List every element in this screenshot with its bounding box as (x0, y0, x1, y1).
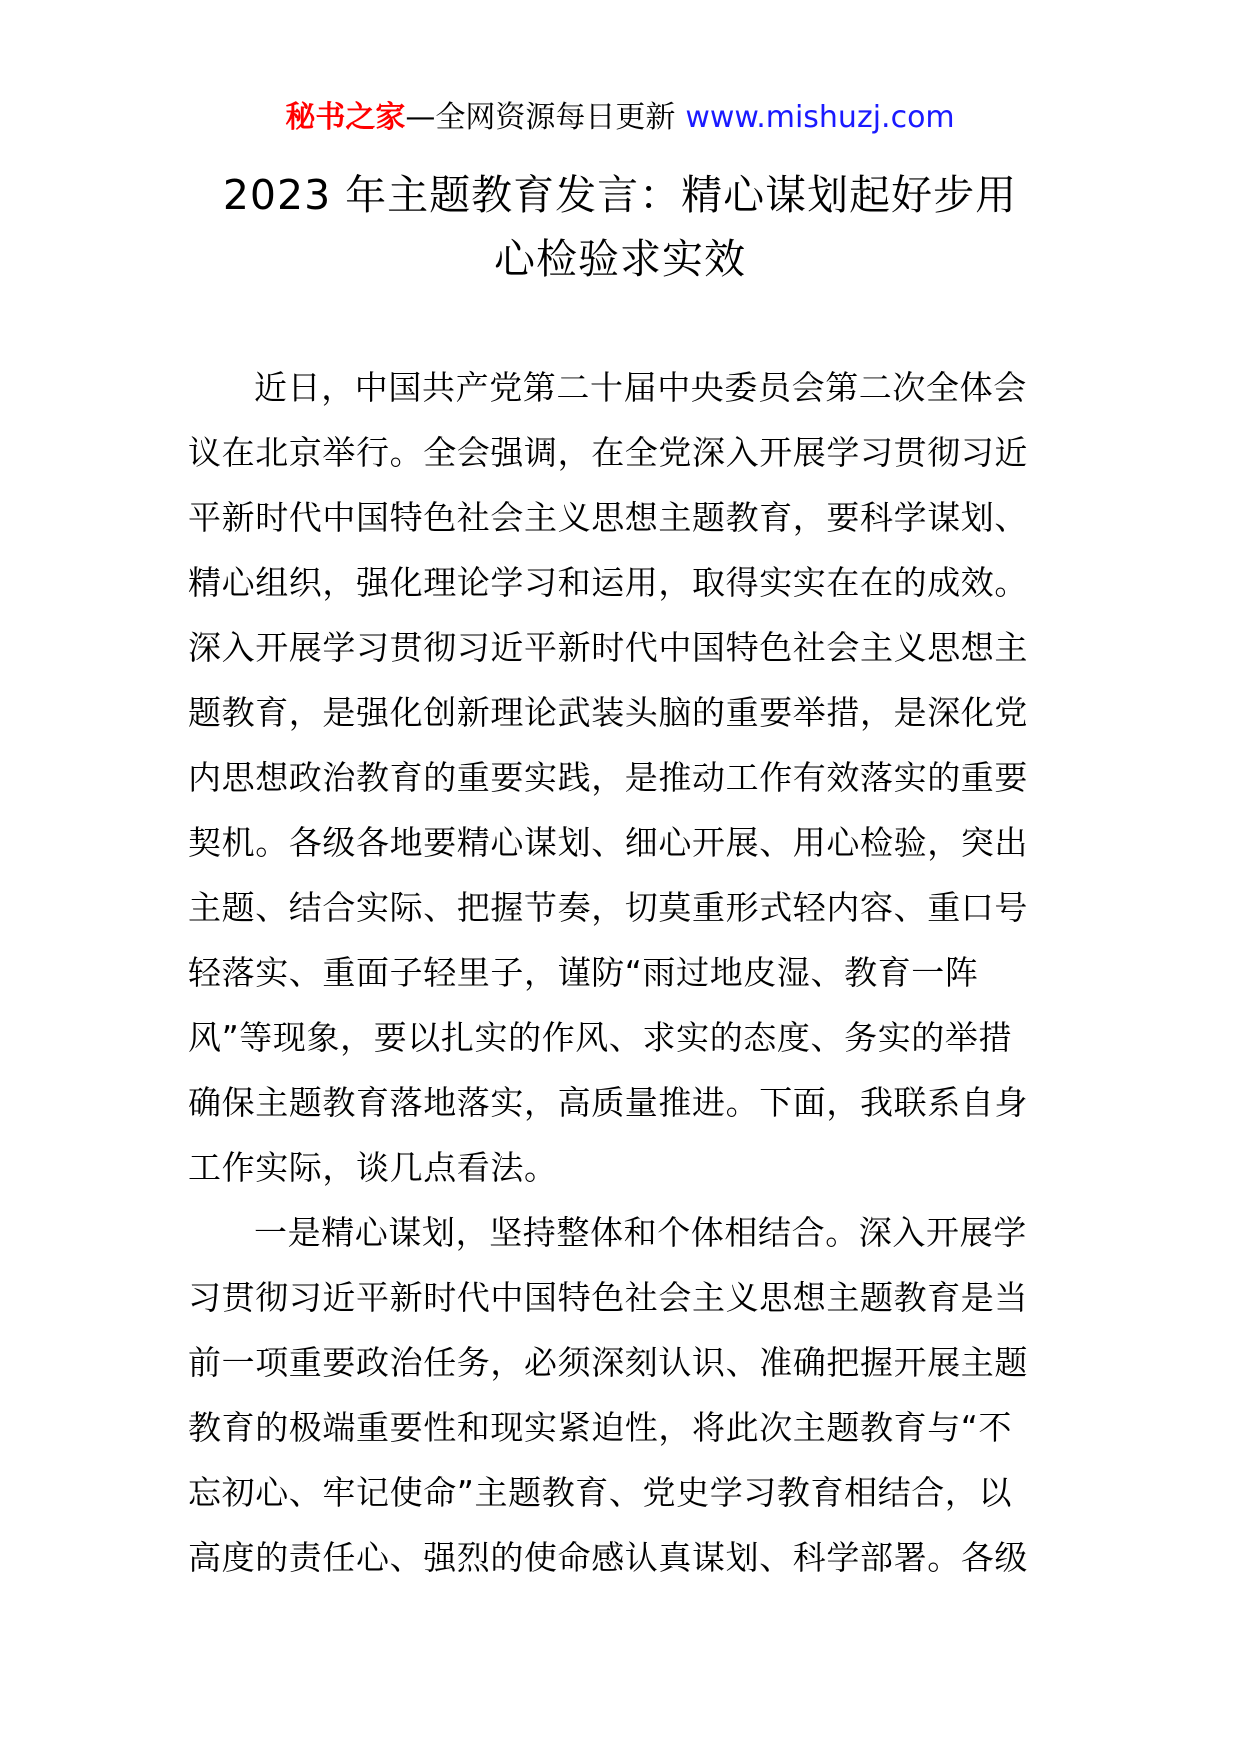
body-line: 轻落实、重面子轻里子，谨防“雨过地皮湿、教育一阵 (188, 953, 979, 992)
body-line: 前一项重要政治任务，必须深刻认识、准确把握开展主题 (188, 1343, 1028, 1382)
body-line: 近日，中国共产党第二十届中央委员会第二次全体会 (254, 368, 1027, 407)
body-line: 确保主题教育落地落实，高质量推进。下面，我联系自身 (188, 1083, 1028, 1122)
body-line: 深入开展学习贯彻习近平新时代中国特色社会主义思想主 (188, 628, 1028, 667)
body-line: 习贯彻习近平新时代中国特色社会主义思想主题教育是当 (188, 1278, 1028, 1317)
body-line: 主题、结合实际、把握节奏，切莫重形式轻内容、重口号 (188, 888, 1028, 927)
body-line: 内思想政治教育的重要实践，是推动工作有效落实的重要 (188, 758, 1028, 797)
body-line: 契机。各级各地要精心谋划、细心开展、用心检验，突出 (188, 823, 1028, 862)
body-line: 高度的责任心、强烈的使命感认真谋划、科学部署。各级 (188, 1538, 1028, 1577)
document-title (150, 163, 1090, 291)
title-line-2: 心检验求实效 (494, 235, 746, 283)
document-body (188, 355, 1058, 1590)
body-line: 忘初心、牢记使命”主题教育、党史学习教育相结合，以 (188, 1473, 1013, 1512)
body-line: 一是精心谋划，坚持整体和个体相结合。深入开展学 (254, 1213, 1027, 1252)
body-line: 平新时代中国特色社会主义思想主题教育，要科学谋划、 (188, 498, 1028, 537)
site-url-link[interactable]: www.mishuzj.com (685, 100, 955, 135)
title-line-1: 2023 年主题教育发言：精心谋划起好步用 (222, 171, 1018, 219)
body-line: 题教育，是强化创新理论武装头脑的重要举措，是深化党 (188, 693, 1028, 732)
body-line: 教育的极端重要性和现实紧迫性，将此次主题教育与“不 (188, 1408, 1013, 1447)
site-brand: 秘书之家 (285, 100, 406, 135)
body-line: 工作实际，谈几点看法。 (188, 1148, 558, 1187)
body-line: 议在北京举行。全会强调，在全党深入开展学习贯彻习近 (188, 433, 1028, 472)
body-line: 风”等现象，要以扎实的作风、求实的态度、务实的举措 (188, 1018, 1013, 1057)
body-line: 精心组织，强化理论学习和运用，取得实实在在的成效。 (188, 563, 1028, 602)
site-header (0, 98, 1240, 138)
site-tagline: —全网资源每日更新 (405, 100, 676, 135)
